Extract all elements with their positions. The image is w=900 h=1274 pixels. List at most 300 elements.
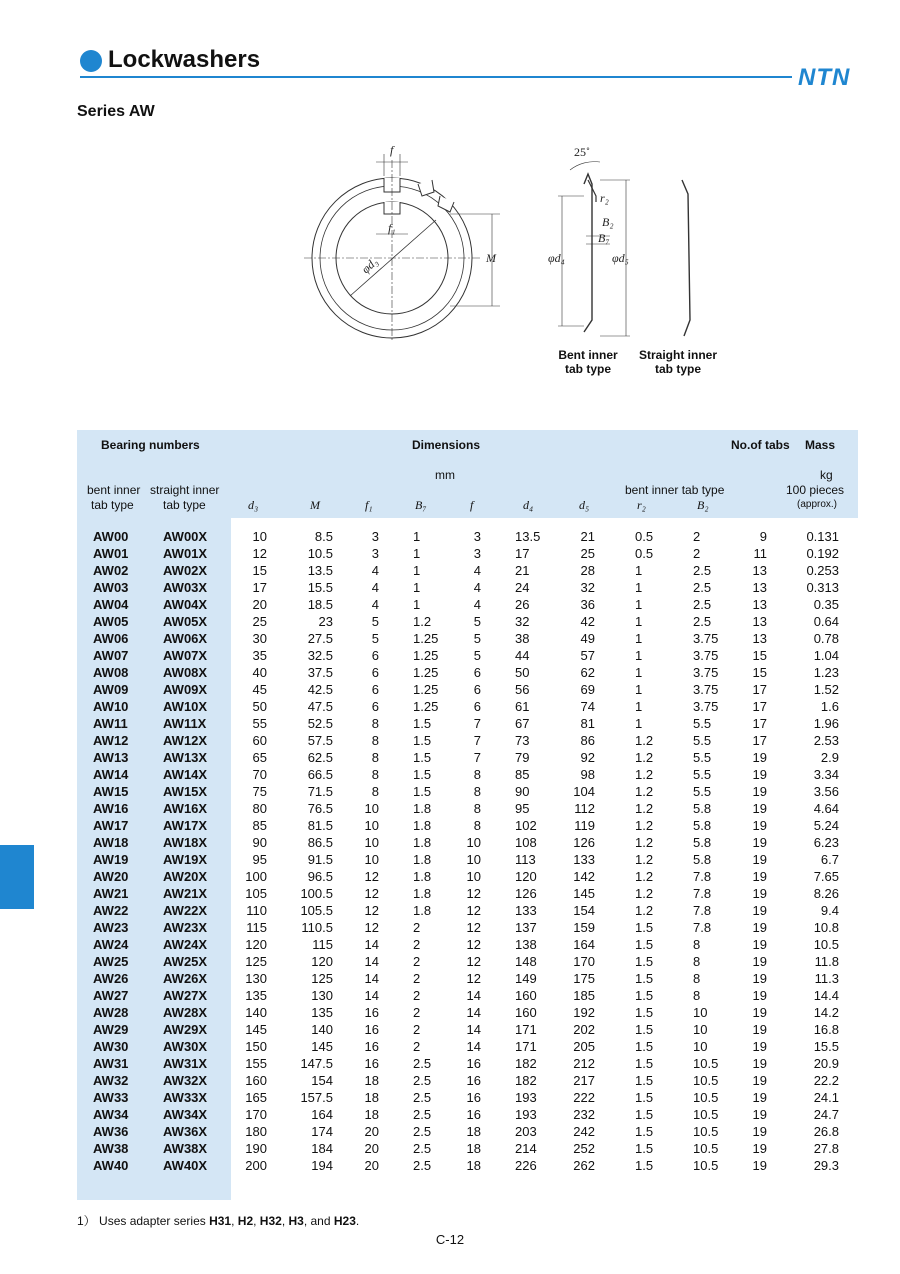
cell-B2: 8 [693, 971, 701, 986]
cell-d3: 160 [245, 1073, 267, 1088]
cell-d5: 222 [573, 1090, 595, 1105]
cell-d4: 138 [515, 937, 537, 952]
cell-no-of-tabs: 19 [752, 971, 767, 986]
table-row [77, 613, 858, 630]
cell-straight-number: AW38X [163, 1141, 208, 1156]
table-row [77, 1072, 858, 1089]
lockwasher-drawing [300, 140, 740, 350]
cell-bent-number: AW00 [93, 529, 129, 544]
cell-f: 8 [473, 818, 481, 833]
cell-B7: 1 [413, 580, 421, 595]
cell-B7: 1 [413, 563, 421, 578]
table-row [77, 783, 858, 800]
ntn-logo: NTN [798, 64, 851, 91]
cell-d3: 65 [252, 750, 267, 765]
cell-no-of-tabs: 19 [752, 1005, 767, 1020]
table-row [77, 885, 858, 902]
footnote-series-h2: H2 [237, 1214, 254, 1228]
table-row [77, 1157, 858, 1174]
cell-mass: 14.2 [813, 1005, 839, 1020]
footnote-sep: , [303, 1214, 311, 1228]
cell-M: 27.5 [307, 631, 333, 646]
cell-M: 37.5 [307, 665, 333, 680]
cell-d3: 125 [245, 954, 267, 969]
label-d4: φd₄ [548, 251, 565, 265]
cell-M: 62.5 [307, 750, 333, 765]
cell-d4: 171 [515, 1039, 537, 1054]
cell-bent-number: AW13 [93, 750, 129, 765]
cell-d3: 120 [245, 937, 267, 952]
cell-d5: 86 [580, 733, 595, 748]
cell-d4: 90 [515, 784, 530, 799]
cell-r2: 1.5 [635, 988, 654, 1003]
table-row [77, 1038, 858, 1055]
straight-caption-line1: Straight inner [638, 348, 717, 362]
cell-no-of-tabs: 13 [752, 597, 767, 612]
cell-B2: 5.8 [693, 801, 712, 816]
cell-f1: 4 [371, 597, 379, 612]
cell-bent-number: AW27 [93, 988, 129, 1003]
cell-B7: 2 [413, 954, 421, 969]
cell-f: 5 [473, 614, 481, 629]
cell-d4: 113 [515, 852, 536, 867]
cell-no-of-tabs: 19 [752, 903, 767, 918]
cell-B2: 5.5 [693, 784, 712, 799]
cell-B2: 2.5 [693, 580, 712, 595]
cell-B7: 2.5 [413, 1124, 432, 1139]
cell-d4: 17 [515, 546, 530, 561]
cell-d3: 85 [252, 818, 267, 833]
cell-bent-number: AW40 [93, 1158, 129, 1173]
cell-M: 194 [311, 1158, 333, 1173]
page-number: C-12 [435, 1232, 465, 1247]
cell-no-of-tabs: 19 [752, 1158, 767, 1173]
cell-M: 23 [318, 614, 333, 629]
cell-r2: 1.2 [635, 784, 654, 799]
cell-straight-number: AW04X [163, 597, 208, 612]
cell-d3: 130 [245, 971, 267, 986]
cell-bent-number: AW36 [93, 1124, 129, 1139]
cell-f1: 5 [371, 631, 379, 646]
cell-M: 154 [311, 1073, 333, 1088]
cell-mass: 8.26 [813, 886, 839, 901]
cell-mass: 0.131 [806, 529, 839, 544]
cell-mass: 29.3 [813, 1158, 839, 1173]
cell-f: 6 [473, 699, 481, 714]
cell-d5: 81 [580, 716, 595, 731]
table-row [77, 1140, 858, 1157]
cell-d4: 214 [515, 1141, 537, 1156]
cell-no-of-tabs: 19 [752, 1073, 767, 1088]
cell-bent-number: AW12 [93, 733, 129, 748]
cell-r2: 0.5 [635, 529, 654, 544]
cell-no-of-tabs: 19 [752, 988, 767, 1003]
cell-f1: 16 [364, 1005, 379, 1020]
cell-mass: 4.64 [813, 801, 839, 816]
cell-mass: 1.23 [813, 665, 839, 680]
cell-B7: 1.25 [413, 665, 439, 680]
cell-d3: 45 [252, 682, 267, 697]
cell-M: 52.5 [307, 716, 333, 731]
cell-d4: 32 [515, 614, 530, 629]
cell-f: 12 [466, 937, 481, 952]
straight-caption-line2: tab type [654, 362, 701, 376]
cell-d5: 212 [573, 1056, 595, 1071]
footnote-end: . [355, 1214, 360, 1228]
table-row [77, 868, 858, 885]
cell-B2: 5.5 [693, 767, 712, 782]
cell-d4: 24 [515, 580, 530, 595]
cell-f1: 14 [364, 954, 379, 969]
cell-f1: 18 [364, 1090, 379, 1105]
cell-bent-number: AW23 [93, 920, 129, 935]
cell-straight-number: AW31X [163, 1056, 208, 1071]
cell-M: 105.5 [300, 903, 333, 918]
cell-no-of-tabs: 19 [752, 1039, 767, 1054]
cell-B2: 3.75 [693, 665, 719, 680]
cell-mass: 11.3 [814, 971, 839, 986]
cell-no-of-tabs: 19 [752, 1090, 767, 1105]
footnote-series-h31: H31 [209, 1214, 232, 1228]
table-row [77, 766, 858, 783]
cell-no-of-tabs: 19 [752, 818, 767, 833]
cell-mass: 20.9 [813, 1056, 839, 1071]
cell-d5: 242 [573, 1124, 595, 1139]
table-row [77, 749, 858, 766]
page-title: Lockwashers [108, 46, 261, 73]
cell-r2: 1.5 [635, 937, 654, 952]
cell-r2: 1 [635, 648, 643, 663]
cell-bent-number: AW38 [93, 1141, 129, 1156]
cell-bent-number: AW33 [93, 1090, 129, 1105]
cell-f: 14 [466, 988, 481, 1003]
cell-B7: 2.5 [413, 1073, 432, 1088]
cell-B2: 10.5 [693, 1124, 719, 1139]
cell-f1: 16 [364, 1056, 379, 1071]
table-row [77, 545, 858, 562]
cell-d5: 262 [573, 1158, 595, 1173]
cell-mass: 24.7 [813, 1107, 839, 1122]
cell-no-of-tabs: 19 [752, 1141, 767, 1156]
cell-no-of-tabs: 19 [752, 954, 767, 969]
table-row [77, 953, 858, 970]
cell-bent-number: AW10 [93, 699, 129, 714]
header-100-pieces: 100 pieces [786, 483, 845, 497]
cell-f: 14 [466, 1039, 481, 1054]
label-B7: B₇ [598, 231, 610, 245]
cell-B2: 5.8 [693, 835, 712, 850]
cell-mass: 0.35 [813, 597, 839, 612]
cell-bent-number: AW08 [93, 665, 129, 680]
cell-M: 135 [311, 1005, 333, 1020]
label-f1: f₁ [388, 221, 396, 235]
cell-no-of-tabs: 17 [752, 716, 767, 731]
dimensions-table [77, 430, 858, 1200]
cell-bent-number: AW07 [93, 648, 129, 663]
cell-mass: 6.23 [813, 835, 839, 850]
cell-B2: 10.5 [693, 1107, 719, 1122]
header-straight-inner-2: tab type [163, 498, 206, 512]
cell-B7: 1.8 [413, 886, 432, 901]
cell-r2: 1.2 [635, 818, 654, 833]
cell-bent-number: AW14 [93, 767, 129, 782]
cell-straight-number: AW27X [163, 988, 208, 1003]
header-approx: (approx.) [797, 499, 838, 510]
cell-B2: 10 [693, 1022, 708, 1037]
table-row [77, 987, 858, 1004]
cell-d3: 12 [252, 546, 267, 561]
cell-r2: 1.5 [635, 1141, 654, 1156]
cell-no-of-tabs: 19 [752, 784, 767, 799]
cell-r2: 1.2 [635, 750, 654, 765]
cell-mass: 11.8 [814, 954, 839, 969]
cell-d5: 49 [580, 631, 595, 646]
cell-M: 71.5 [307, 784, 333, 799]
cell-f1: 18 [364, 1107, 379, 1122]
cell-straight-number: AW20X [163, 869, 208, 884]
cell-M: 96.5 [307, 869, 333, 884]
cell-f1: 8 [371, 784, 379, 799]
cell-d3: 17 [252, 580, 267, 595]
cell-B2: 10.5 [693, 1073, 719, 1088]
table-row [77, 1004, 858, 1021]
col-B7: B₇ [415, 498, 427, 512]
header-dimensions: Dimensions [412, 438, 481, 452]
cell-no-of-tabs: 13 [752, 614, 767, 629]
cell-B2: 10.5 [693, 1056, 719, 1071]
col-r2: r₂ [637, 498, 646, 512]
cell-M: 147.5 [300, 1056, 333, 1071]
cell-M: 42.5 [307, 682, 333, 697]
cell-r2: 1 [635, 682, 643, 697]
cell-straight-number: AW00X [163, 529, 208, 544]
cell-bent-number: AW19 [93, 852, 129, 867]
cell-d4: 21 [515, 563, 530, 578]
cell-d5: 170 [573, 954, 595, 969]
cell-r2: 1.2 [635, 869, 654, 884]
col-d4: d₄ [523, 498, 534, 512]
cell-B2: 5.8 [693, 852, 712, 867]
cell-straight-number: AW02X [163, 563, 208, 578]
bent-caption-line1: Bent inner [558, 348, 618, 362]
cell-mass: 1.04 [813, 648, 839, 663]
cell-B7: 2.5 [413, 1158, 432, 1173]
cell-bent-number: AW34 [93, 1107, 129, 1122]
cell-d4: 203 [515, 1124, 537, 1139]
cell-d4: 133 [515, 903, 537, 918]
cell-r2: 1 [635, 563, 643, 578]
cell-B2: 8 [693, 988, 701, 1003]
table-row [77, 851, 858, 868]
cell-f1: 3 [371, 546, 379, 561]
cell-M: 120 [311, 954, 333, 969]
cell-r2: 1.2 [635, 852, 654, 867]
cell-d3: 40 [252, 665, 267, 680]
cell-no-of-tabs: 19 [752, 852, 767, 867]
cell-bent-number: AW09 [93, 682, 129, 697]
cell-straight-number: AW18X [163, 835, 208, 850]
cell-no-of-tabs: 19 [752, 1022, 767, 1037]
cell-no-of-tabs: 17 [752, 682, 767, 697]
cell-bent-number: AW17 [93, 818, 129, 833]
cell-no-of-tabs: 13 [752, 631, 767, 646]
cell-mass: 14.4 [813, 988, 839, 1003]
cell-d5: 142 [573, 869, 595, 884]
cell-mass: 1.6 [820, 699, 839, 714]
cell-d4: 85 [515, 767, 530, 782]
title-rule [80, 76, 792, 78]
header-no-of-tabs: No.of tabs [731, 438, 790, 452]
cell-d5: 145 [573, 886, 595, 901]
table-row [77, 970, 858, 987]
table-row [77, 664, 858, 681]
cell-B7: 1.5 [413, 784, 432, 799]
cell-d5: 57 [580, 648, 595, 663]
cell-M: 57.5 [307, 733, 333, 748]
table-row [77, 1055, 858, 1072]
cell-f1: 10 [364, 852, 379, 867]
cell-d5: 42 [580, 614, 595, 629]
cell-f: 8 [473, 767, 481, 782]
cell-M: 100.5 [300, 886, 333, 901]
cell-mass: 6.7 [820, 852, 839, 867]
cell-d4: 38 [515, 631, 530, 646]
cell-d3: 50 [252, 699, 267, 714]
cell-bent-number: AW30 [93, 1039, 129, 1054]
cell-M: 140 [311, 1022, 333, 1037]
cell-B7: 2.5 [413, 1107, 432, 1122]
cell-f: 10 [466, 852, 481, 867]
cell-r2: 1.5 [635, 1056, 654, 1071]
cell-d5: 154 [573, 903, 595, 918]
cell-straight-number: AW06X [163, 631, 208, 646]
cell-d4: 126 [515, 886, 537, 901]
series-heading: Series AW [77, 103, 155, 120]
cell-B2: 2.5 [693, 563, 712, 578]
cell-bent-number: AW03 [93, 580, 129, 595]
cell-mass: 0.313 [806, 580, 839, 595]
cell-B7: 2 [413, 1022, 421, 1037]
cell-bent-number: AW28 [93, 1005, 129, 1020]
cell-f1: 16 [364, 1022, 379, 1037]
cell-no-of-tabs: 19 [752, 1107, 767, 1122]
cell-B2: 5.8 [693, 818, 712, 833]
cell-bent-number: AW06 [93, 631, 129, 646]
label-B2: B₂ [602, 215, 614, 229]
cell-d5: 21 [580, 529, 595, 544]
cell-B2: 2.5 [693, 614, 712, 629]
cell-f1: 10 [364, 835, 379, 850]
cell-d3: 190 [245, 1141, 267, 1156]
cell-d4: 120 [515, 869, 537, 884]
cell-f1: 20 [364, 1141, 379, 1156]
cell-no-of-tabs: 17 [752, 699, 767, 714]
cell-no-of-tabs: 19 [752, 1124, 767, 1139]
cell-no-of-tabs: 19 [752, 920, 767, 935]
cell-B7: 2.5 [413, 1056, 432, 1071]
cell-f1: 3 [371, 529, 379, 544]
cell-f: 18 [466, 1158, 481, 1173]
cell-straight-number: AW14X [163, 767, 208, 782]
cell-d5: 32 [580, 580, 595, 595]
cell-bent-number: AW24 [93, 937, 129, 952]
cell-r2: 1.2 [635, 801, 654, 816]
cell-M: 10.5 [307, 546, 333, 561]
table-row [77, 1089, 858, 1106]
cell-r2: 1.5 [635, 1158, 654, 1173]
cell-B2: 10 [693, 1005, 708, 1020]
cell-d5: 104 [573, 784, 595, 799]
cell-d3: 70 [252, 767, 267, 782]
cell-B7: 1.8 [413, 869, 432, 884]
cell-d5: 175 [573, 971, 595, 986]
table-row [77, 1021, 858, 1038]
cell-r2: 1.5 [635, 1005, 654, 1020]
cell-straight-number: AW09X [163, 682, 208, 697]
cell-B7: 2 [413, 971, 421, 986]
cell-mass: 0.78 [813, 631, 839, 646]
cell-no-of-tabs: 11 [753, 546, 767, 561]
cell-B7: 1.25 [413, 699, 439, 714]
cell-bent-number: AW04 [93, 597, 129, 612]
cell-d3: 100 [245, 869, 267, 884]
cell-d5: 62 [580, 665, 595, 680]
table-row [77, 579, 858, 596]
cell-d5: 252 [573, 1141, 595, 1156]
cell-d5: 112 [574, 801, 595, 816]
table-rows [77, 518, 858, 1200]
cell-f1: 8 [371, 767, 379, 782]
cell-d5: 232 [573, 1107, 595, 1122]
cell-r2: 1.5 [635, 1107, 654, 1122]
cell-f: 12 [466, 903, 481, 918]
cell-straight-number: AW16X [163, 801, 208, 816]
cell-r2: 1.5 [635, 1039, 654, 1054]
cell-straight-number: AW12X [163, 733, 208, 748]
cell-B2: 3.75 [693, 648, 719, 663]
header-mass: Mass [805, 438, 836, 452]
cell-straight-number: AW28X [163, 1005, 208, 1020]
cell-r2: 1 [635, 665, 643, 680]
footnote-series-h3: H3 [288, 1214, 304, 1228]
cell-M: 47.5 [307, 699, 333, 714]
cell-f1: 12 [364, 886, 379, 901]
cell-M: 145 [311, 1039, 333, 1054]
cell-B7: 2 [413, 988, 421, 1003]
table-row [77, 647, 858, 664]
cell-d3: 25 [252, 614, 267, 629]
cell-d5: 192 [573, 1005, 595, 1020]
cell-f1: 10 [364, 818, 379, 833]
cell-d3: 30 [252, 631, 267, 646]
cell-no-of-tabs: 15 [752, 648, 767, 663]
header-bearing-numbers: Bearing numbers [101, 438, 200, 452]
cell-d4: 61 [515, 699, 530, 714]
cell-B7: 1 [413, 529, 421, 544]
cell-B2: 7.8 [693, 920, 712, 935]
cell-B2: 10 [693, 1039, 708, 1054]
cell-f: 3 [473, 546, 481, 561]
cell-no-of-tabs: 19 [752, 835, 767, 850]
cell-M: 66.5 [307, 767, 333, 782]
cell-f: 7 [473, 750, 481, 765]
col-M: M [310, 498, 320, 512]
cell-M: 86.5 [307, 835, 333, 850]
table-header [77, 430, 858, 518]
cell-M: 130 [311, 988, 333, 1003]
cell-f: 12 [466, 971, 481, 986]
cell-mass: 9.4 [820, 903, 839, 918]
